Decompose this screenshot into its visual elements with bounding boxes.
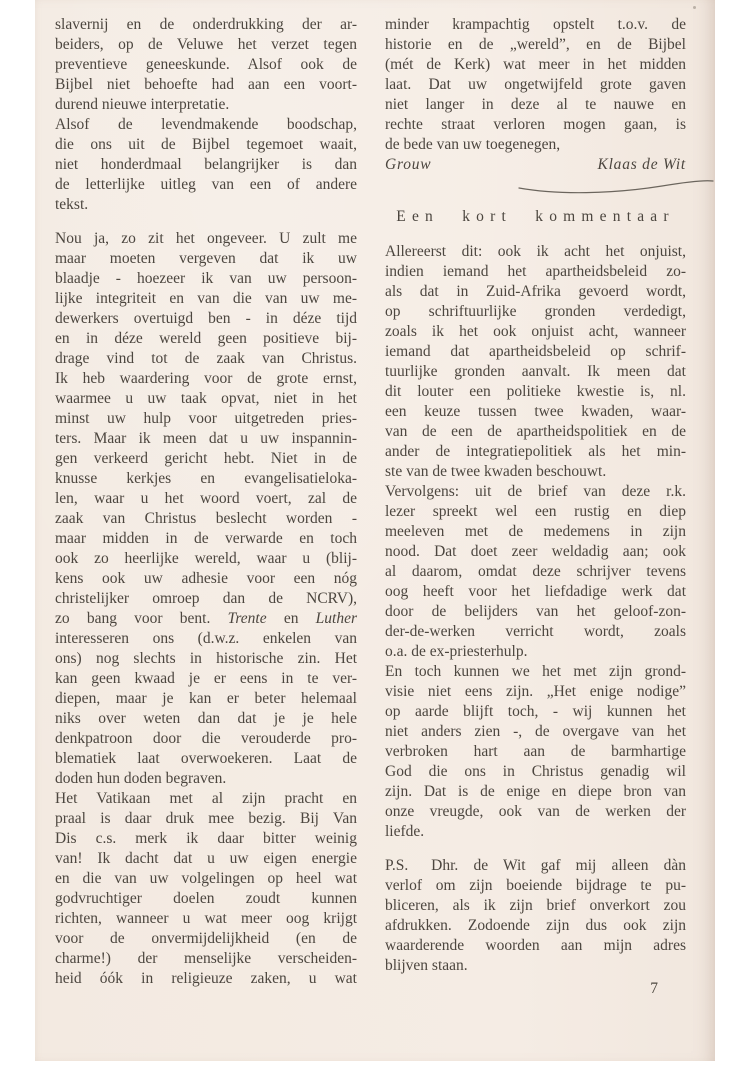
text-line: een keuze tussen twee kwaden, waar- (385, 403, 686, 420)
text-line: minst uw hulp voor uitgetreden pries- (55, 410, 357, 427)
text-line: van! Ik dacht dat u uw eigen energie (55, 850, 357, 867)
text-line: en die van uw volgelingen op heel wat (55, 870, 357, 887)
text-line: Allereerst dit: ook ik acht het onjuist, (385, 243, 686, 260)
text-line: Alsof de levendmakende boodschap, (55, 116, 357, 133)
text-line: niet langer in deze al te nauwe en (385, 96, 686, 113)
commentary-paragraph-2 (385, 482, 686, 662)
text-line: o.a. de ex-priesterhulp. (385, 643, 528, 660)
text-line: zijn. Dat is de enige en diepe bron van (385, 783, 686, 800)
letter-paragraph-1 (55, 15, 357, 115)
text-line: Het Vatikaan met al zijn pracht en (55, 790, 357, 807)
text-line: God die ons in Christus genadig wil (385, 763, 686, 780)
text-line: kens ook uw adhesie voor een nóg (55, 570, 357, 587)
text-line: als dat in Zuid-Afrika gevoerd wordt, (385, 283, 686, 300)
signature-place: Grouw (385, 156, 432, 173)
text-line: maar midden in de verwarde en toch (55, 530, 357, 547)
text-line: blaadje - hoezeer ik van uw persoon- (55, 270, 357, 287)
text-line: waarderende woorden aan mijn adres (385, 937, 686, 954)
signature-line (385, 155, 686, 175)
text-line: liefde. (385, 823, 425, 840)
text-line: waarmee u uw taak opvat, niet in het (55, 390, 357, 407)
letter-paragraph-4 (55, 789, 357, 989)
two-column-text (35, 0, 715, 999)
text-line: zoals ik het ook onjuist acht, wanneer (385, 323, 686, 340)
text-line: zo bang voor bent. Trente en Luther (55, 610, 357, 627)
text-line: oog heeft voor het liefdadige werk dat (385, 583, 686, 600)
text-line: niks over weten dan dat je je hele (55, 710, 357, 727)
text-line: dewerkers overtuigd ben - in déze tijd (55, 310, 357, 327)
text-line: door de belijders van het geloof-zon- (385, 603, 686, 620)
text-line: Nou ja, zo zit het ongeveer. U zult me (55, 230, 357, 247)
text-line: Dis c.s. merk ik daar bitter weinig (55, 830, 357, 847)
text-line: denkpatroon door die verouderde pro- (55, 730, 357, 747)
commentary-text (385, 242, 686, 976)
text-line: lijke integriteit en van die van uw me- (55, 290, 357, 307)
text-line: op schriftuurlijke gronden verdedigt, (385, 303, 686, 320)
text-line: voor de onvermijdelijkheid (en de (55, 930, 357, 947)
text-line: christelijker omroep dan de NCRV), (55, 590, 357, 607)
text-line: kan geen kwaad je er eens in te ver- (55, 670, 357, 687)
signature-flourish (385, 176, 716, 198)
text-line: ons) nog slechts in historische zin. Het (55, 650, 357, 667)
letter-paragraph-2 (55, 115, 357, 215)
page-number: 7 (650, 980, 658, 997)
text-line: niet honderdmaal belangrijker is dan (55, 156, 357, 173)
text-line: drage vind tot de zaak van Christus. (55, 350, 357, 367)
text-line: der-de-werken verricht wordt, zoals (385, 623, 686, 640)
letter-paragraph-3 (55, 229, 357, 789)
text-line: minder krampachtig opstelt t.o.v. de (385, 16, 686, 33)
text-line: dit louter een politieke kwestie is, nl. (385, 383, 686, 400)
text-line: van de een de apartheidspolitiek en de (385, 423, 686, 440)
commentary-paragraph-3 (385, 662, 686, 842)
text-line: doden hun doden begraven. (55, 770, 227, 787)
text-line: afdrukken. Zodoende zijn dus ook zijn (385, 917, 686, 934)
section-heading: Een kort kommentaar (396, 208, 675, 225)
text-line: iemand dat apartheidsbeleid op schrif- (385, 343, 686, 360)
text-line: ander de integratiepolitiek als het min- (385, 443, 686, 460)
text-line: visie niet eens zijn. „Het enige nodige” (385, 683, 686, 700)
text-line: indien iemand het apartheidsbeleid zo- (385, 263, 686, 280)
text-line: op aarde blijft toch, - wij kunnen het (385, 703, 686, 720)
text-line: durend nieuwe interpretatie. (55, 96, 230, 113)
text-line: Vervolgens: uit de brief van deze r.k. (385, 483, 686, 500)
text-line: ste van de twee kwaden beschouwt. (385, 463, 607, 480)
text-line: die ons uit de Bijbel tegemoet waait, (55, 136, 357, 153)
text-line: gen verkeerd gericht hebt. Niet in de (55, 450, 357, 467)
text-line: bliceren, als ik zijn brief onverkort zou (385, 897, 686, 914)
text-line: blematiek laat overwoekeren. Laat de (55, 750, 357, 767)
postscript-paragraph (385, 856, 686, 976)
text-line: historie en de „wereld”, en de Bijbel (385, 36, 686, 53)
left-column (55, 15, 357, 999)
text-line: lezer spreekt wel een rustig en diep (385, 503, 686, 520)
text-line: richten, wanneer u wat meer oog krijgt (55, 910, 357, 927)
text-line: knusse kerkjes en evangelisatieloka- (55, 470, 357, 487)
text-line: de letterlijke uitleg van een of andere (55, 176, 357, 193)
text-line: al daarom, omdat deze schrijver tevens (385, 563, 686, 580)
text-line: ters. Maar ik meen dat u uw inspannin- (55, 430, 357, 447)
right-column (385, 15, 686, 999)
text-line: maar moeten vergeven dat ik uw (55, 250, 357, 267)
text-line: beiders, op de Veluwe het verzet tegen (55, 36, 357, 53)
text-line: verbroken hart aan de barmhartige (385, 743, 686, 760)
scan-speck (693, 6, 696, 9)
text-line: laat. Dat uw ongetwijfeld grote gaven (385, 76, 686, 93)
text-line: verlof om zijn boeiende bijdrage te pu- (385, 877, 686, 894)
text-line: praal is daar druk mee bezig. Bij Van (55, 810, 357, 827)
text-line: rechte straat verloren mogen gaan, is (385, 116, 686, 133)
text-line: heid óók in religieuze zaken, u wat (55, 970, 357, 987)
flourish-curve-icon (516, 176, 716, 198)
letter-paragraph-5 (385, 15, 686, 155)
text-line: charme!) der menselijke verscheiden- (55, 950, 357, 967)
text-line: tuurlijke gronden aanvalt. Ik meen dat (385, 363, 686, 380)
text-line: onze vreugde, ook van de werken der (385, 803, 686, 820)
text-line: godvruchtiger doelen zoudt kunnen (55, 890, 357, 907)
text-line: len, waar u het woord voert, zal de (55, 490, 357, 507)
text-line: ook zo heerlijke wereld, waar u (blij- (55, 550, 357, 567)
text-line: slavernij en de onderdrukking der ar- (55, 16, 357, 33)
text-line: P.S. Dhr. de Wit gaf mij alleen dàn (385, 857, 686, 874)
text-line: tekst. (55, 196, 89, 213)
text-line: En toch kunnen we het met zijn grond- (385, 663, 686, 680)
letter-closing (385, 15, 686, 155)
text-line: Bijbel niet behoefte had aan een voort- (55, 76, 357, 93)
text-line: meeleven met de medemens in zijn (385, 523, 686, 540)
text-line: (mét de Kerk) wat meer in het midden (385, 56, 686, 73)
text-line: de bede van uw toegenegen, (385, 136, 561, 153)
text-line: diepen, maar je kan er beter helemaal (55, 690, 357, 707)
text-line: interesseren ons (d.w.z. enkelen van (55, 630, 357, 647)
signature-name: Klaas de Wit (597, 156, 686, 173)
text-line: en in déze wereld geen positieve bij- (55, 330, 357, 347)
text-line: niet anders zien -, de overgave van het (385, 723, 686, 740)
text-line: preventieve geneeskunde. Alsof ook de (55, 56, 357, 73)
text-line: Ik heb waardering voor de grote ernst, (55, 370, 357, 387)
text-line: nood. Dat doet zeer weldadig aan; ook (385, 543, 686, 560)
text-line: zaak van Christus beslecht worden - (55, 510, 357, 527)
paper (35, 0, 715, 1061)
text-line: blijven staan. (385, 957, 468, 974)
commentary-paragraph-1 (385, 242, 686, 482)
